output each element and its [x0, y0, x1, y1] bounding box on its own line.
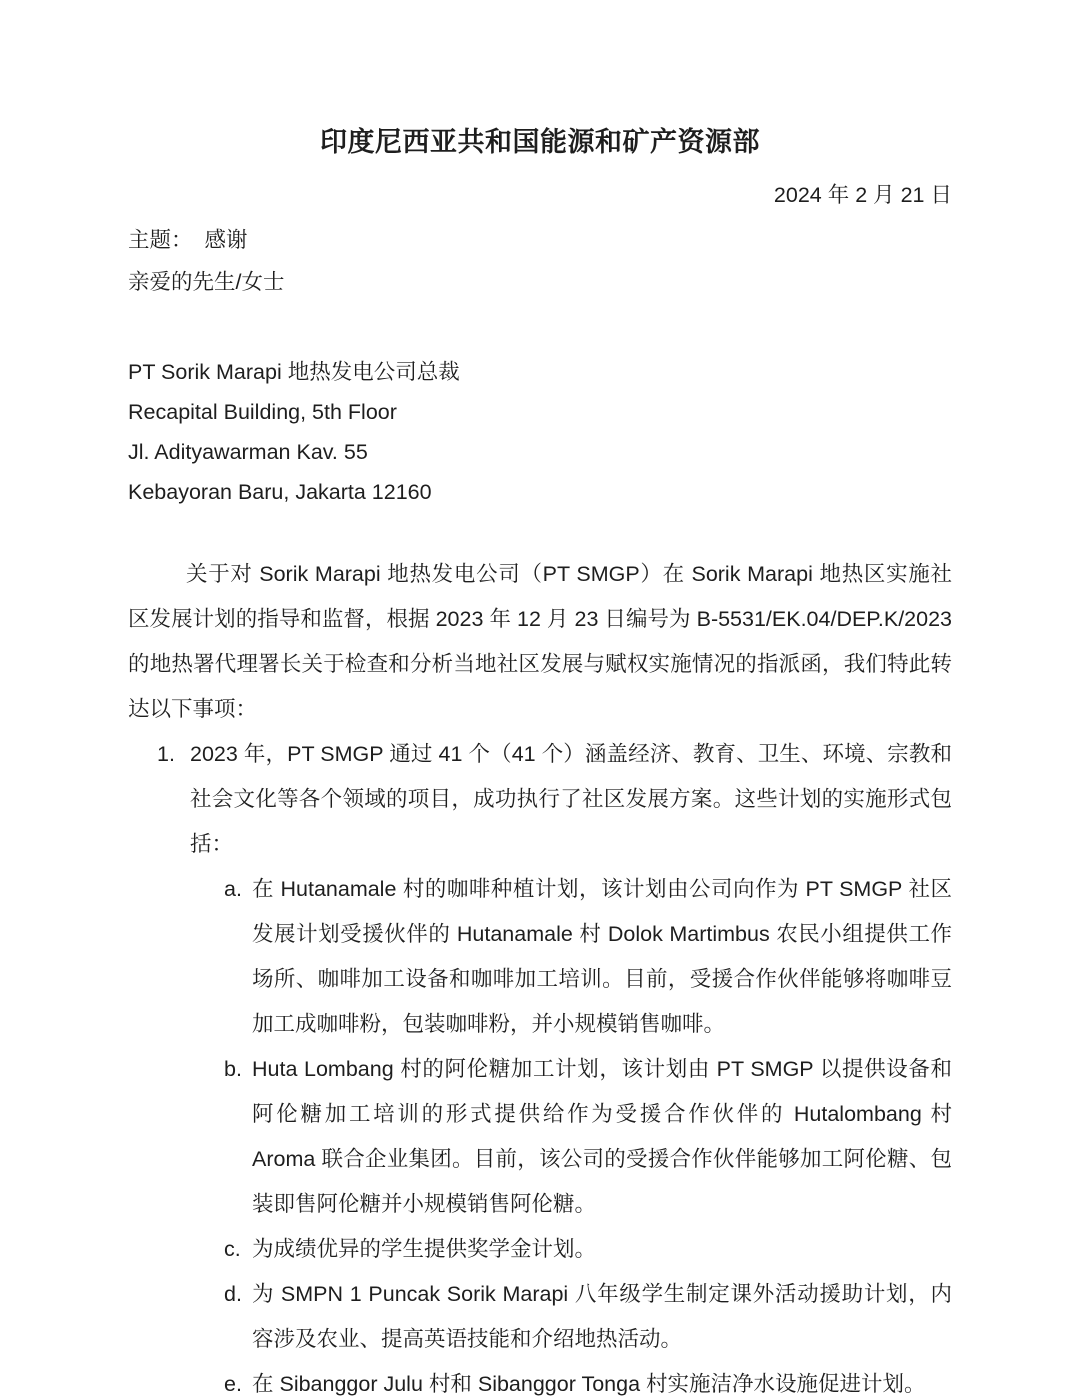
- sub-item-b-text: Huta Lombang 村的阿伦糖加工计划，该计划由 PT SMGP 以提供设备和阿伦糖加工培训的形式提供给作为受援合作伙伴的 Hutalombang 村 Aroma 联合企业集团。目前，该公司的受援合作伙伴能够加工阿伦糖、包装即售阿伦糖并小规模销售阿伦糖。: [252, 1057, 952, 1216]
- sub-item-c-marker: c.: [224, 1237, 241, 1261]
- recipient-line-street: Jl. Adityawarman Kav. 55: [128, 440, 368, 464]
- recipient-block: [128, 352, 952, 512]
- sub-item-e-marker: e.: [224, 1372, 242, 1396]
- sub-item-e-text: 在 Sibanggor Julu 村和 Sibanggor Tonga 村实施洁净水设施促进计划。: [252, 1372, 926, 1396]
- subject-label: 主题：: [128, 228, 193, 252]
- sub-item-b: [128, 1047, 952, 1227]
- subject-line: [128, 223, 952, 257]
- sub-item-e: [128, 1362, 952, 1397]
- letter-title: 印度尼西亚共和国能源和矿产资源部: [320, 127, 760, 157]
- sub-item-b-marker: b.: [224, 1057, 242, 1081]
- sub-item-a: [128, 867, 952, 1047]
- list-item-1: [128, 732, 952, 867]
- sub-item-a-text: 在 Hutanamale 村的咖啡种植计划，该计划由公司向作为 PT SMGP 社区发展计划受援伙伴的 Hutanamale 村 Dolok Martimbus 农民小组提供工作场所、咖啡加工设备和咖啡加工培训。目前，受援合作伙伴能够将咖啡豆加工成咖啡粉，包装咖啡粉，并小规模销售咖啡。: [252, 877, 952, 1036]
- salutation: 亲爱的先生/女士: [128, 270, 285, 294]
- intro-paragraph: 关于对 Sorik Marapi 地热发电公司（PT SMGP）在 Sorik Marapi 地热区实施社区发展计划的指导和监督，根据 2023 年 12 月 23 日编号为 B-5531/EK.04/DEP.K/2023 的地热署代理署长关于检查和分析当地社区发展与赋权实施情况的指派函，我们特此转达以下事项：: [128, 562, 952, 721]
- subject-value: 感谢: [204, 228, 248, 252]
- list-item-1-marker: 1.: [157, 742, 175, 766]
- recipient-line-building: Recapital Building, 5th Floor: [128, 400, 397, 424]
- recipient-line-company: PT Sorik Marapi 地热发电公司总裁: [128, 360, 460, 384]
- sub-item-d: [128, 1272, 952, 1362]
- recipient-line-city: Kebayoran Baru, Jakarta 12160: [128, 480, 432, 504]
- letter-date: 2024 年 2 月 21 日: [773, 183, 952, 207]
- letter-body: [128, 552, 952, 1397]
- list-item-1-text: 2023 年，PT SMGP 通过 41 个（41 个）涵盖经济、教育、卫生、环境、宗教和社会文化等各个领域的项目，成功执行了社区发展方案。这些计划的实施形式包括：: [190, 742, 952, 856]
- sub-item-c: [128, 1227, 952, 1272]
- sub-item-d-marker: d.: [224, 1282, 242, 1306]
- sub-item-d-text: 为 SMPN 1 Puncak Sorik Marapi 八年级学生制定课外活动援助计划，内容涉及农业、提高英语技能和介绍地热活动。: [252, 1282, 952, 1351]
- sub-item-a-marker: a.: [224, 877, 242, 901]
- sub-item-c-text: 为成绩优异的学生提供奖学金计划。: [252, 1237, 597, 1261]
